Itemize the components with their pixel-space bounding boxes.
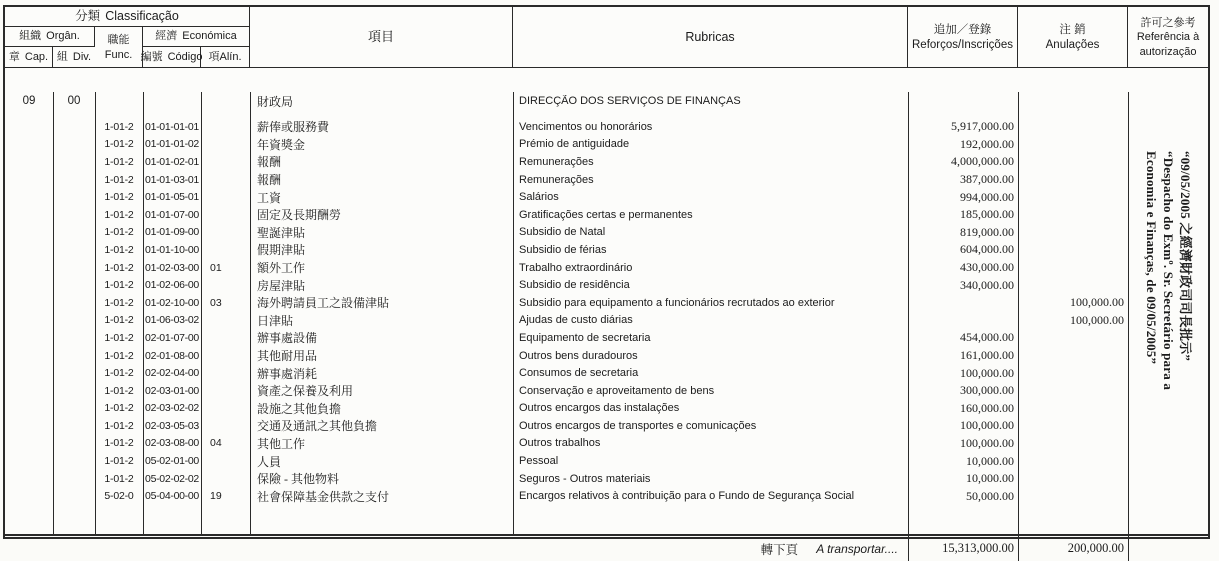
table-row [5,312,1208,330]
reforco-amount-cell: 430,000.00 [960,260,1014,275]
alinea-cell: 01 [210,261,222,274]
item-name-cell: 資產之保養及利用 [257,384,354,399]
table-row [5,417,1208,435]
item-name-cell: 額外工作 [257,261,306,276]
table-footer [5,534,1208,561]
chapter-value-cell: 09 [22,95,36,107]
func-code-cell: 1-01-2 [104,331,134,344]
economic-code-cell: 01-01-03-01 [145,173,199,186]
reforco-amount-cell: 300,000.00 [960,383,1014,398]
func-code-cell: 1-01-2 [104,314,134,327]
item-name-cell: 固定及長期酬勞 [257,208,342,223]
alinea-cell: 03 [210,296,222,309]
rubrica-cell: Outros encargos das instalações [519,402,680,415]
economic-label-zh: 經濟 [155,30,178,43]
reforco-amount-cell: 160,000.00 [960,400,1014,415]
items-label-zh: 項目 [367,29,394,45]
economic-code-cell: 02-02-04-00 [145,367,199,380]
func-code-cell: 1-01-2 [104,243,134,256]
item-name-cell: 人員 [257,454,282,469]
economic-code-cell: 01-01-05-01 [145,191,199,204]
organic-label-pt: Orgân. [46,30,80,43]
header-functional [95,27,143,68]
func-code-cell: 1-01-2 [104,120,134,133]
economic-code-cell: 01-01-09-00 [145,226,199,239]
item-name-cell: 工資 [257,190,282,205]
code-label-zh: 編號 [140,51,163,64]
item-name-cell: 海外聘請員工之設備津貼 [257,296,390,311]
reforco-amount-cell: 819,000.00 [960,224,1014,239]
economic-code-cell: 05-04-00-00 [145,490,199,503]
func-code-cell: 5-02-0 [104,490,134,503]
department-name-pt: DIRECÇÃO DOS SERVIÇOS DE FINANÇAS [519,95,741,107]
reforco-amount-cell: 192,000.00 [960,136,1014,151]
rubrica-cell: Ajudas de custo diárias [519,314,633,327]
item-name-cell: 房屋津貼 [257,278,306,293]
func-code-cell: 1-01-2 [104,367,134,380]
alinea-cell: 04 [210,437,222,450]
column-divider [250,92,251,534]
header-classification [5,7,250,27]
reforco-amount-cell: 161,000.00 [960,348,1014,363]
header-economic [143,27,250,47]
authorization-footer-cell [1128,536,1208,561]
func-code-cell: 1-01-2 [104,226,134,239]
item-name-cell: 設施之其他負擔 [257,401,342,416]
reforco-amount-cell: 10,000.00 [966,453,1014,468]
table-row [5,347,1208,365]
header-authorization-reference [1128,7,1208,68]
func-code-cell: 1-01-2 [104,173,134,186]
rubrica-cell: Prémio de antiguidade [519,138,630,151]
budget-table [3,5,1210,557]
reforco-amount-cell: 100,000.00 [960,435,1014,450]
rubrica-cell: Gratificações certas e permanentes [519,208,693,221]
economic-code-cell: 01-02-10-00 [145,296,199,309]
rubrica-cell: Encargos relativos à contribuição para o Fundo de Segurança Social [519,490,855,503]
reforco-amount-cell: 100,000.00 [960,365,1014,380]
functional-label-zh: 職能 [107,34,130,47]
item-name-cell: 薪俸或服務費 [257,120,330,135]
table-row [5,136,1208,154]
header-organic [5,27,95,47]
authorization-label-pt1: Referência à [1136,31,1200,44]
table-row [5,276,1208,294]
func-code-cell: 1-01-2 [104,349,134,362]
header-chapter [5,47,53,68]
alinea-label-zh: 項 [208,51,220,64]
reinforcements-label-pt: Reforços/Inscrições [912,38,1013,51]
division-label-zh: 組 [56,51,68,64]
column-divider [908,92,909,534]
reforco-amount-cell: 340,000.00 [960,277,1014,292]
rubrica-cell: Salários [519,191,559,204]
column-divider [1128,92,1129,534]
division-label-pt: Div. [72,51,92,64]
economic-code-cell: 01-01-02-01 [145,155,199,168]
header-cancellations [1018,7,1128,68]
economic-code-cell: 02-01-08-00 [145,349,199,362]
classification-label-pt: Classificação [105,9,179,24]
func-code-cell: 1-01-2 [104,191,134,204]
func-code-cell: 1-01-2 [104,155,134,168]
func-code-cell: 1-01-2 [104,138,134,151]
column-divider [53,92,54,534]
rubrica-cell: Pessoal [519,455,559,468]
economic-label-pt: Económica [182,30,237,43]
header-code [140,47,203,68]
column-divider [143,92,144,534]
rubrica-cell: Subsidio de férias [519,243,607,256]
economic-code-cell: 01-02-03-00 [145,261,199,274]
header-reinforcements [908,7,1018,68]
rubrica-cell: Trabalho extraordinário [519,261,633,274]
reforco-amount-cell: 185,000.00 [960,207,1014,222]
item-name-cell: 辦事處設備 [257,331,318,346]
body-rows [5,118,1208,505]
authorization-label-pt2: autorização [1139,45,1197,58]
item-name-cell: 其他工作 [257,436,306,451]
reforco-amount-cell: 994,000.00 [960,189,1014,204]
header-rubricas [513,7,908,68]
func-code-cell: 1-01-2 [104,472,134,485]
economic-code-cell: 02-03-08-00 [145,437,199,450]
rubrica-cell: Equipamento de secretaria [519,331,651,344]
rubrica-cell: Consumos de secretaria [519,367,639,380]
reforco-amount-cell: 50,000.00 [966,488,1014,503]
cancellations-label-pt: Anulações [1045,38,1100,51]
header-division [53,47,95,68]
economic-code-cell: 02-03-02-02 [145,402,199,415]
rubrica-cell: Subsidio para equipamento a funcionários recrutados ao exterior [519,296,835,309]
table-row [5,241,1208,259]
authorization-note-zh: “09/05/2005 之經濟財政司司長批示” [1178,151,1193,362]
table-row [5,435,1208,453]
table-header [5,7,1208,68]
rubrica-cell: Remunerações [519,173,594,186]
table-row [5,452,1208,470]
rubrica-cell: Outros bens duradouros [519,349,638,362]
alinea-cell: 19 [210,490,222,503]
chapter-label-zh: 章 [8,51,20,64]
table-row [5,259,1208,277]
func-code-cell: 1-01-2 [104,437,134,450]
reforco-amount-cell: 454,000.00 [960,330,1014,345]
department-row [5,92,1208,110]
table-row [5,470,1208,488]
column-divider [201,92,202,534]
reforco-amount-cell: 100,000.00 [960,418,1014,433]
economic-code-cell: 01-01-10-00 [145,243,199,256]
rubrica-cell: Outros trabalhos [519,437,601,450]
rubrica-cell: Conservação e aproveitamento de bens [519,384,715,397]
item-name-cell: 報酬 [257,155,282,170]
item-name-cell: 社會保障基金供款之支付 [257,489,390,504]
item-name-cell: 年資獎金 [257,137,306,152]
economic-code-cell: 02-03-05-03 [145,419,199,432]
economic-code-cell: 01-01-01-01 [145,120,199,133]
func-code-cell: 1-01-2 [104,419,134,432]
economic-code-cell: 01-06-03-02 [145,314,199,327]
table-row [5,382,1208,400]
authorization-label-zh: 許可之參考 [1140,17,1196,30]
table-row [5,364,1208,382]
item-name-cell: 保險 - 其他物料 [257,472,339,487]
table-row [5,171,1208,189]
authorization-note-pt1: “Despacho do Exmº. Sr. Secretário para a [1161,151,1176,391]
cancellations-label-zh: 注 銷 [1059,23,1086,36]
item-name-cell: 報酬 [257,173,282,188]
table-row [5,400,1208,418]
economic-code-cell: 05-02-01-00 [145,455,199,468]
authorization-note [1142,151,1194,531]
economic-code-cell: 02-01-07-00 [145,331,199,344]
func-code-cell: 1-01-2 [104,455,134,468]
chapter-label-pt: Cap. [24,51,49,64]
item-name-cell: 假期津貼 [257,243,306,258]
reinforcements-label-zh: 追加／登錄 [933,23,992,36]
reforco-amount-cell: 10,000.00 [966,471,1014,486]
row-spacer [5,110,1208,118]
table-row [5,206,1208,224]
anulacao-amount-cell: 100,000.00 [1070,295,1124,310]
economic-code-cell: 01-01-07-00 [145,208,199,221]
economic-code-cell: 02-03-01-00 [145,384,199,397]
economic-code-cell: 01-02-06-00 [145,279,199,292]
classification-label-zh: 分類 [75,9,101,24]
rubrica-cell: Subsidio de residência [519,279,630,292]
func-code-cell: 1-01-2 [104,279,134,292]
table-row [5,294,1208,312]
code-label-pt: Código [167,51,203,64]
item-name-cell: 交通及通訊之其他負擔 [257,419,378,434]
carry-forward-label-pt: A transportar.... [816,541,898,556]
table-body [5,92,1208,534]
alinea-label-pt: Alín. [219,51,242,64]
rubrica-cell: Vencimentos ou honorários [519,120,653,133]
carry-forward-label-zh: 轉下頁 [760,542,799,557]
carry-forward-cell [5,536,908,561]
reforco-amount-cell: 387,000.00 [960,172,1014,187]
rubrica-cell: Outros encargos de transportes e comunicações [519,419,757,432]
economic-code-cell: 05-02-02-02 [145,472,199,485]
func-code-cell: 1-01-2 [104,384,134,397]
rubrica-cell: Subsidio de Natal [519,226,606,239]
item-name-cell: 聖誕津貼 [257,225,306,240]
column-divider [1018,92,1019,534]
authorization-note-pt2: Economia e Finanças, de 09/05/2005” [1144,151,1159,365]
reforcos-total-cell: 15,313,000.00 [908,536,1018,561]
reforco-amount-cell: 604,000.00 [960,242,1014,257]
rubrica-cell: Seguros - Outros materiais [519,472,651,485]
func-code-cell: 1-01-2 [104,402,134,415]
functional-label-pt: Func. [104,48,133,61]
column-divider [513,92,514,534]
division-value-cell: 00 [67,95,81,107]
rubricas-label-pt: Rubricas [685,30,735,45]
header-items [250,7,513,68]
table-row [5,329,1208,347]
column-divider [95,92,96,534]
table-row [5,118,1208,136]
table-row [5,487,1208,505]
item-name-cell: 其他耐用品 [257,349,318,364]
anulacao-amount-cell: 100,000.00 [1070,312,1124,327]
func-code-cell: 1-01-2 [104,261,134,274]
table-row [5,153,1208,171]
header-alinea [201,47,250,68]
anulacoes-total-cell: 200,000.00 [1018,536,1128,561]
organic-label-zh: 組織 [19,30,42,43]
item-name-cell: 辦事處消耗 [257,366,318,381]
economic-code-cell: 01-01-01-02 [145,138,199,151]
table-row [5,188,1208,206]
rubrica-cell: Remunerações [519,155,594,168]
item-name-cell: 日津貼 [257,313,294,328]
department-name-zh: 財政局 [257,94,294,109]
func-code-cell: 1-01-2 [104,208,134,221]
reforco-amount-cell: 4,000,000.00 [951,154,1014,169]
reforco-amount-cell: 5,917,000.00 [951,119,1014,134]
table-row [5,224,1208,242]
func-code-cell: 1-01-2 [104,296,134,309]
